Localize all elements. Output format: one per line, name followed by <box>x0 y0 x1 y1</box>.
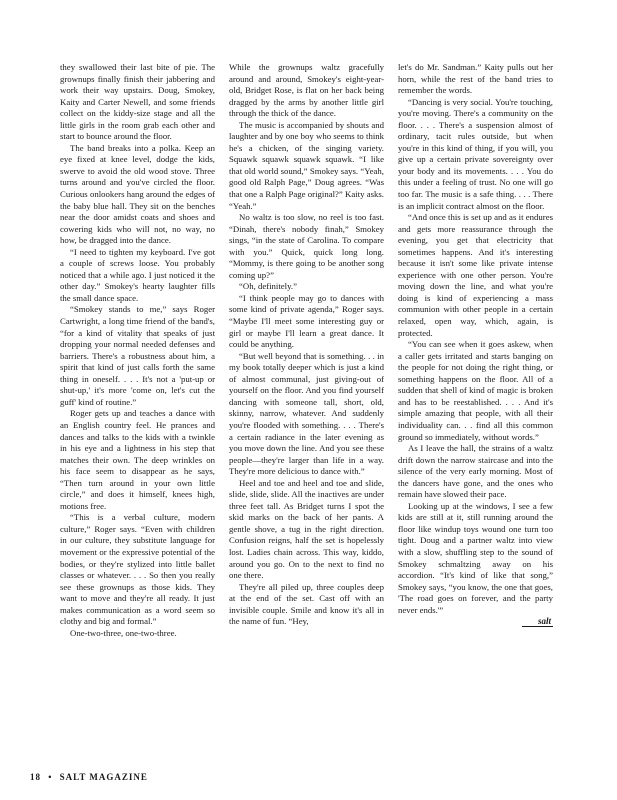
column-1 <box>60 62 215 757</box>
article-body <box>60 62 553 757</box>
paragraph: The music is accompanied by shouts and laughter and by one boy who seems to think he's a chicken, of the singing variety. Squawk squawk squawk squawk. “I like that old world sound,” Smokey says. “Yeah, good old Ralph Page,” Doug agrees. “Was that one a Ralph Page original?” Kaity asks. “Yeah.” <box>229 119 384 211</box>
column-2 <box>229 62 384 757</box>
end-mark-row <box>398 616 553 628</box>
paragraph: they swallowed their last bite of pie. The grownups finally finish their jabbering and work their way upstairs. Doug, Smokey, Kaity and Carter Newell, and some friends collect on the kiddy-size stage and all the little girls in the room grab each other and start to bounce around the floor. <box>60 62 215 142</box>
paragraph: As I leave the hall, the strains of a waltz drift down the narrow staircase and into the silence of the very early morning. Most of the dancers have gone, and the ones who remain have slowed their pace. <box>398 443 553 500</box>
publication-name: SALT MAGAZINE <box>59 772 148 782</box>
paragraph: While the grownups waltz gracefully around and around, Smokey's eight-year-old, Bridget Rose, is flat on her back being dragged by the arms by another little girl through the thick of the dance. <box>229 62 384 119</box>
page-footer <box>30 772 148 782</box>
paragraph: “But well beyond that is something. . . in my book totally deeper which is just a kind of almost communal, just giving-out of yourself on the floor. And you find yourself dancing with someone tall, short, old, skinny, narrow, whatever. And suddenly you're flooded with something. . . . There's a certain radiance in the later evening as you move down the line. And you see these people—they're larger than life in a way. They're more delicious to dance with.” <box>229 350 384 477</box>
paragraph: “This is a verbal culture, modern culture,” Roger says. “Even with children in our culture, they substitute language for movement or the expressive potential of the bodies, or they're stylized into little ballet classes or whatever. . . . So then you really see these grownups as those kids. They want to move and they're all ready. It just makes communication as a word seem so clothy and big and formal.” <box>60 512 215 627</box>
paragraph: let's do Mr. Sandman.” Kaity pulls out her horn, while the rest of the band tries to remember the words. <box>398 62 553 96</box>
paragraph: Looking up at the windows, I see a few kids are still at it, still running around the floor like windup toys wound one turn too tight. Doug and a partner waltz into view with a slow, shuffling step to the sound of Smokey schmaltzing away on his accordion. “It's kind of like that song,” Smokey says, “you know, the one that goes, 'The road goes on forever, and the party never ends.'” <box>398 500 553 615</box>
paragraph: “I need to tighten my keyboard. I've got a couple of screws loose. You probably noticed that a while ago. I just noticed it the other day.” Smokey's hearty laughter fills the small dance space. <box>60 246 215 303</box>
paragraph: “I think people may go to dances with some kind of private agenda,” Roger says. “Maybe I'll meet some interesting guy or girl or maybe I'll learn a great dance. It could be anything. <box>229 292 384 350</box>
paragraph: Roger gets up and teaches a dance with an English country feel. He prances and dances and talks to the kids with a twinkle in his eye and a lightness in his step that matches their own. The deep wrinkles on his face seem to disappear as he says, “Then turn around in your own little circle,” and does it himself, knees high, motions free. <box>60 408 215 511</box>
paragraph: “Dancing is very social. You're touching, you're moving. There's a community on the floor. . . . There's a suspension almost of ordinary, tacit rules outside, but when you're in this kind of thing, if you will, you give up a certain private sovereignty over your body and its movements. . . . You do this under a feeling of trust. No one will go too far. The music is a safe thing. . . . There is an implicit contract almost on the floor. <box>398 96 553 211</box>
paragraph: Heel and toe and heel and toe and slide, slide, slide, slide. All the inactives are under three feet tall. As Bridget turns I spot the skid marks on the back of her pants. A gentle shove, a tug in the right direction. Confusion reigns, half the set is hopelessly lost. Ladies chain across. This way, kiddo, around you go. On to the next to find no one there. <box>229 477 384 581</box>
paragraph: No waltz is too slow, no reel is too fast. “Dinah, there's nobody finah,” Smokey sings, “in the state of Carolina. To compare with you.” Quick, quick long long. “Mommy, is there going to be another song coming up?” <box>229 212 384 280</box>
paragraph: “Oh, definitely.” <box>239 281 297 292</box>
end-mark: salt <box>522 616 553 627</box>
paragraph: “And once this is set up and as it endures and gets more reassurance through the evening, you get that electricity that sometimes happens. And it's interesting because it isn't some like private intense experience with one other person. You're moving down the line, and what you're doing is kind of experiencing a mass communion with other people in a certain relaxed, open way, which, again, is protected. <box>398 212 553 338</box>
paragraph: They're all piled up, three couples deep at the end of the set. Cast off with an invisible couple. Smile and know it's all in the name of fun. “Hey, <box>229 581 384 627</box>
bullet-separator: • <box>48 772 53 782</box>
paragraph: The band breaks into a polka. Keep an eye fixed at knee level, dodge the kids, swerve to avoid the old wood stove. Three turns around and you've circled the floor. Curious onlookers hang around the edges of the baby blue hall. They sit on the benches near the door amidst coats and shoes and cowering kids who will not, no way, no how, be dragged into the dance. <box>60 142 215 246</box>
paragraph: “You can see when it goes askew, when a caller gets irritated and starts banging on the people for not doing the right thing, or something happens on the floor. All of a sudden that shell of kind of magic is broken and has to be reestablished. . . . And it's simple amazing that people, with all their individuality can. . . find all this common ground so immediately, without words.” <box>398 339 553 442</box>
column-3 <box>398 62 553 757</box>
paragraph: One-two-three, one-two-three. <box>70 627 177 638</box>
page-number: 18 <box>30 772 41 782</box>
paragraph: “Smokey stands to me,” says Roger Cartwright, a long time friend of the band's, “for a kind of vitality that speaks of just dropping your normal needed defenses and barriers. There's a robustness about him, a spirit that kind of just calls forth the same thing in oneself. . . . It's not a 'put-up or shut-up,' it's more 'come on, let's cut the guff' kind of routine.” <box>60 304 215 407</box>
